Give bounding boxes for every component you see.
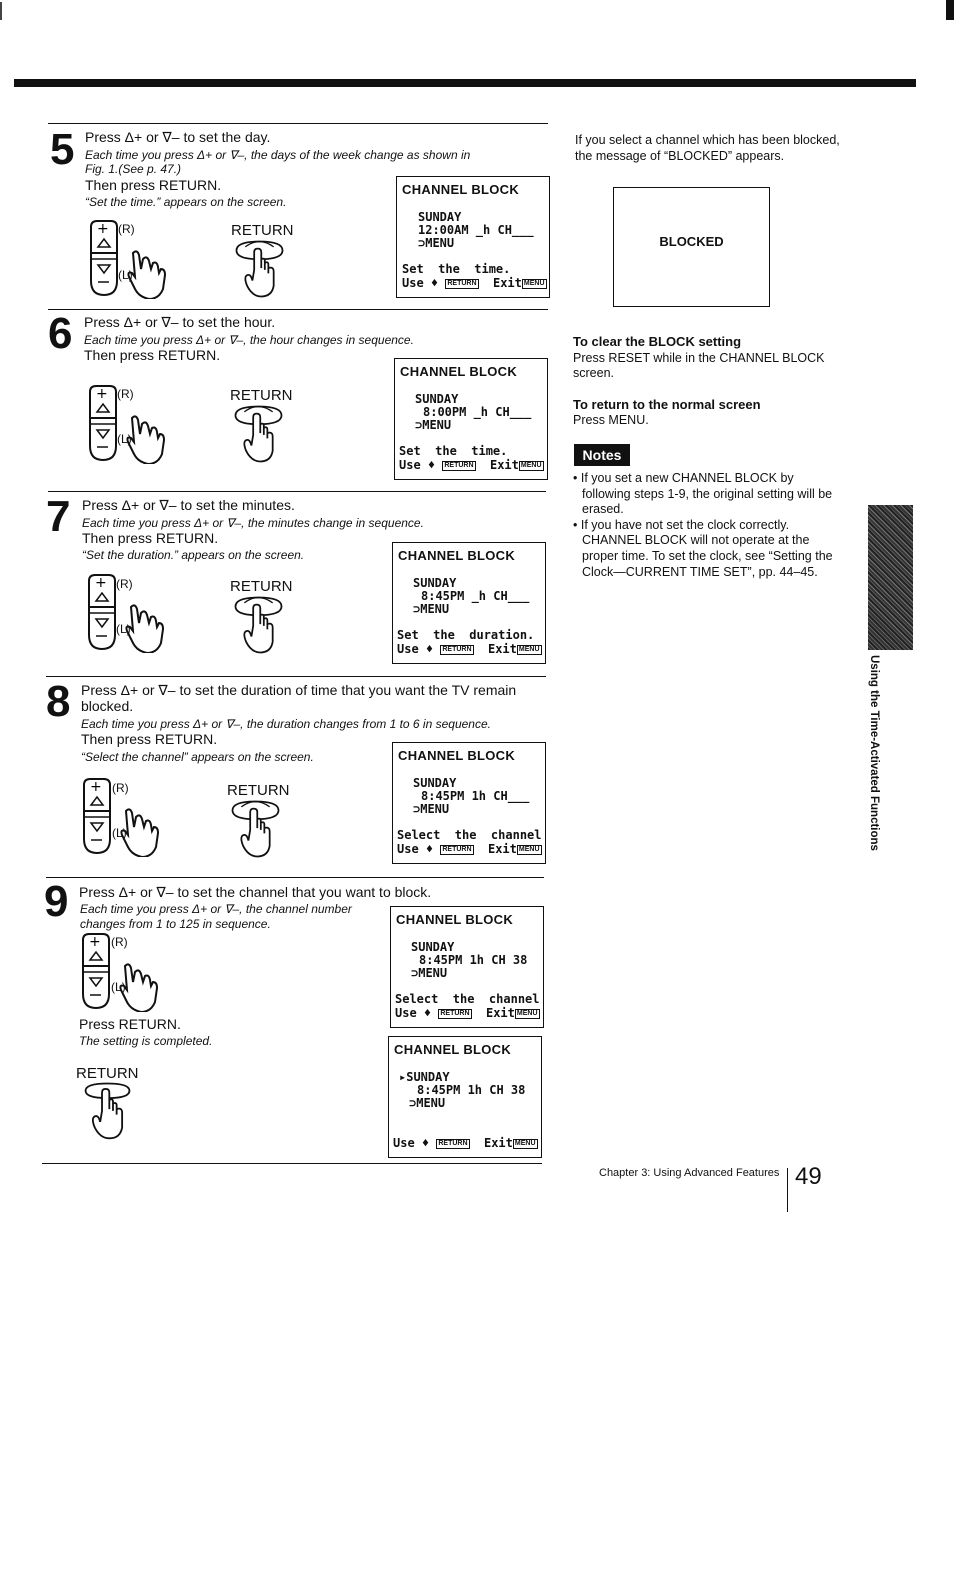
step-instruction: Then press RETURN. — [81, 731, 218, 747]
step-rule — [46, 877, 544, 878]
return-button-icon — [231, 594, 286, 656]
osd-time: 8:45PM 1h CH 38 — [417, 1083, 526, 1097]
rocker-button-icon — [83, 573, 183, 653]
step-note: Each time you press Δ+ or ∇–, the minutes change in sequence. — [82, 516, 424, 530]
left-label: (L) — [112, 826, 127, 840]
menu-tag-icon: MENU — [523, 279, 545, 287]
step-instruction: Press Δ+ or ∇– to set the day. — [85, 129, 271, 145]
step-instruction: Then press RETURN. — [85, 177, 222, 193]
return-tag-icon: RETURN — [442, 645, 472, 653]
left-label: (L) — [111, 980, 126, 994]
osd-use: Use ♦ — [399, 458, 436, 472]
step-note: changes from 1 to 125 in sequence. — [80, 917, 271, 931]
osd-menu: ⊃MENU — [409, 1096, 446, 1110]
osd-exit: Exit — [487, 842, 517, 856]
sidebar-title — [864, 655, 882, 851]
step-rule — [46, 676, 546, 677]
osd-exit: Exit — [487, 642, 517, 656]
blocked-screen — [613, 187, 770, 307]
osd-time: 12:00AM _h CH___ — [418, 223, 534, 237]
osd-use: Use ♦ — [395, 1006, 432, 1020]
step-rule — [48, 491, 546, 492]
osd-menu: ⊃MENU — [413, 802, 450, 816]
step-instruction: blocked. — [81, 698, 134, 714]
osd-time: 8:45PM 1h CH___ — [421, 789, 530, 803]
rocker-button-icon — [85, 219, 185, 299]
osd-title: CHANNEL BLOCK — [396, 912, 514, 927]
osd-message: Set the duration. — [397, 628, 535, 642]
note-item: proper time. To set the clock, see “Setting the — [582, 549, 833, 563]
step-instruction: Press Δ+ or ∇– to set the minutes. — [82, 497, 295, 513]
sidebar-title-text: Using the Time-Activated Functions — [868, 655, 880, 851]
osd-day: SUNDAY — [418, 210, 462, 224]
return-tag-icon: RETURN — [447, 279, 477, 287]
left-label: (L) — [116, 622, 131, 636]
osd-screen — [396, 176, 550, 298]
return-button-icon — [232, 238, 287, 300]
osd-day: SUNDAY — [411, 940, 455, 954]
return-tag-icon: RETURN — [442, 845, 472, 853]
section-text: screen. — [573, 366, 614, 380]
menu-tag-icon: MENU — [514, 1139, 536, 1147]
menu-tag-icon: MENU — [516, 1009, 538, 1017]
osd-message: Set the time. — [399, 444, 508, 458]
menu-tag-icon: MENU — [518, 845, 540, 853]
step-note: “Set the time.” appears on the screen. — [85, 195, 287, 209]
left-label: (L) — [118, 268, 133, 282]
return-label: RETURN — [227, 782, 290, 799]
return-tag-icon: RETURN — [444, 461, 474, 469]
chapter-footer: Chapter 3: Using Advanced Features — [599, 1167, 780, 1179]
osd-time: 8:45PM 1h CH 38 — [419, 953, 528, 967]
rocker-button-icon — [84, 384, 184, 464]
osd-screen — [392, 542, 546, 664]
right-label: (R) — [116, 577, 133, 591]
note-item: Clock—CURRENT TIME SET”, pp. 44–45. — [582, 565, 818, 579]
menu-tag-icon: MENU — [518, 645, 540, 653]
osd-use: Use ♦ — [393, 1136, 430, 1150]
osd-exit: Exit — [489, 458, 519, 472]
right-label: (R) — [117, 387, 134, 401]
osd-exit: Exit — [492, 276, 522, 290]
notes-label: Notes — [574, 444, 630, 466]
osd-day: SUNDAY — [413, 776, 457, 790]
return-label: RETURN — [76, 1065, 139, 1082]
step-note: Each time you press Δ+ or ∇–, the hour changes in sequence. — [84, 333, 414, 347]
osd-menu: ⊃MENU — [411, 966, 448, 980]
osd-time: 8:45PM _h CH___ — [421, 589, 530, 603]
step-instruction: Press Δ+ or ∇– to set the hour. — [84, 314, 276, 330]
osd-title: CHANNEL BLOCK — [394, 1042, 512, 1057]
osd-message: Select the channel — [395, 992, 540, 1006]
step-note: Fig. 1.(See p. 47.) — [85, 162, 182, 176]
return-label: RETURN — [230, 387, 293, 404]
step-rule — [42, 1163, 542, 1164]
step-note: Each time you press Δ+ or ∇–, the days of the week change as shown in — [85, 148, 471, 162]
section-heading: To return to the normal screen — [573, 397, 761, 412]
osd-time: 8:00PM _h CH___ — [423, 405, 532, 419]
step-note: “Set the duration.” appears on the screen. — [82, 548, 305, 562]
step-note: Each time you press Δ+ or ∇–, the duration changes from 1 to 6 in sequence. — [81, 717, 491, 731]
step-instruction: Then press RETURN. — [82, 530, 219, 546]
step-number: 8 — [46, 677, 71, 726]
left-label: (L) — [117, 432, 132, 446]
return-tag-icon: RETURN — [440, 1009, 470, 1017]
return-button-icon — [80, 1078, 135, 1142]
blocked-intro: If you select a channel which has been blocked, — [575, 133, 840, 147]
osd-screen-final — [388, 1036, 542, 1158]
osd-title: CHANNEL BLOCK — [400, 364, 518, 379]
section-heading: To clear the BLOCK setting — [573, 334, 742, 349]
chapter-thumb-tab — [868, 505, 913, 650]
osd-message: Set the time. — [402, 262, 511, 276]
return-label: RETURN — [230, 578, 293, 595]
right-label: (R) — [111, 935, 128, 949]
osd-day: SUNDAY — [415, 392, 459, 406]
osd-exit: Exit — [485, 1006, 515, 1020]
osd-screen — [390, 906, 544, 1028]
note-item: • If you have not set the clock correctly. — [573, 518, 790, 532]
section-text: Press MENU. — [573, 413, 649, 427]
step-number: 7 — [46, 492, 71, 541]
step-instruction: Press RETURN. — [79, 1016, 181, 1032]
note-item: erased. — [582, 502, 624, 516]
osd-message: Select the channel — [397, 828, 542, 842]
page-divider — [787, 1168, 788, 1212]
header-bar — [14, 79, 916, 87]
osd-menu: ⊃MENU — [418, 236, 455, 250]
step-note: Each time you press Δ+ or ∇–, the channel number — [80, 902, 352, 916]
return-label: RETURN — [231, 222, 294, 239]
return-tag-icon: RETURN — [438, 1139, 468, 1147]
page-number: 49 — [795, 1163, 822, 1190]
osd-screen — [392, 742, 546, 864]
osd-use: Use ♦ — [397, 642, 434, 656]
corner-mark — [946, 0, 954, 20]
osd-title: CHANNEL BLOCK — [402, 182, 520, 197]
blocked-message: BLOCKED — [659, 234, 724, 249]
osd-exit: Exit — [483, 1136, 513, 1150]
osd-menu: ⊃MENU — [413, 602, 450, 616]
step-note: “Select the channel” appears on the screen. — [81, 750, 314, 764]
menu-tag-icon: MENU — [520, 461, 542, 469]
osd-menu: ⊃MENU — [415, 418, 452, 432]
section-text: Press RESET while in the CHANNEL BLOCK — [573, 351, 825, 365]
step-note: The setting is completed. — [79, 1034, 213, 1048]
step-instruction: Then press RETURN. — [84, 347, 221, 363]
return-button-icon — [228, 798, 283, 860]
step-rule — [48, 123, 548, 124]
blocked-intro: the message of “BLOCKED” appears. — [575, 149, 785, 163]
osd-day: SUNDAY — [413, 576, 457, 590]
note-item: CHANNEL BLOCK will not operate at the — [582, 533, 810, 547]
osd-day: ▸SUNDAY — [399, 1070, 450, 1084]
osd-screen — [394, 358, 548, 480]
note-item: following steps 1-9, the original setting will be — [582, 487, 833, 501]
step-number: 6 — [48, 309, 73, 358]
edge-mark — [0, 2, 2, 20]
return-button-icon — [231, 403, 286, 465]
step-rule — [48, 309, 548, 310]
right-label: (R) — [118, 222, 135, 236]
step-instruction: Press Δ+ or ∇– to set the channel that you want to block. — [79, 884, 432, 900]
right-label: (R) — [112, 781, 129, 795]
osd-use: Use ♦ — [402, 276, 439, 290]
step-instruction: Press Δ+ or ∇– to set the duration of time that you want the TV remain — [81, 682, 517, 698]
osd-use: Use ♦ — [397, 842, 434, 856]
step-number: 9 — [44, 877, 69, 926]
step-number: 5 — [50, 125, 75, 174]
osd-title: CHANNEL BLOCK — [398, 548, 516, 563]
note-item: • If you set a new CHANNEL BLOCK by — [573, 471, 794, 485]
osd-title: CHANNEL BLOCK — [398, 748, 516, 763]
